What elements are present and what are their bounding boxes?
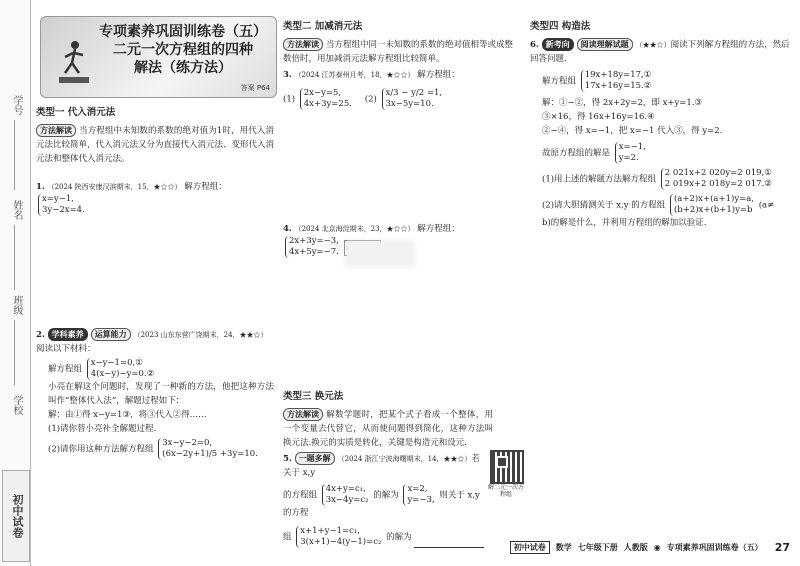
qr-caption: 解二元一次方程组 (487, 484, 524, 498)
question-3 (283, 68, 513, 82)
section-title-type3: 类型三 换元法 (283, 391, 344, 402)
question-source: （2024 陕西安康汉滨期末，15，★☆☆） (47, 183, 182, 191)
footer-brand: 初中试卷 (510, 541, 550, 554)
solve-label: 解方程组 (542, 76, 577, 87)
q6-system (530, 70, 792, 92)
equation-system (322, 484, 369, 506)
equation-system (661, 168, 772, 190)
banner-title-line1: 专项素养巩固训练卷（五） (99, 24, 267, 40)
question-text: 阅读以下材料： (36, 344, 96, 354)
method-explanation-type1 (36, 124, 274, 166)
question-number: 2. (36, 330, 45, 340)
bullet-icon: ◉ (653, 543, 661, 552)
sidebar-label-class: 班级 (11, 295, 22, 315)
sidebar-line (14, 320, 15, 385)
question-1 (36, 180, 274, 216)
equation: (a+2)x+(a+1)y=a, (673, 194, 755, 204)
equation: 4(x−y)−y=0.② (90, 369, 155, 379)
binding-sidebar (0, 0, 31, 566)
qr-code-icon[interactable] (490, 450, 524, 484)
sub-question-1: (1)请你替小亮补全解题过程. (48, 424, 157, 434)
solution-result (530, 142, 792, 164)
skill-tag: 运算能力 (91, 328, 131, 341)
question-text: 若关于 x,y (283, 454, 481, 478)
multi-solution-tag: 一题多解 (295, 452, 335, 465)
equation: 3(x+1)−4(y−1)=c₂ (300, 537, 382, 547)
sub-question-2-end: b)的解是什么，并利用方程组的解加以验证. (542, 218, 707, 228)
question-number: 6. (530, 40, 539, 50)
question-6 (530, 38, 792, 66)
equation: 3x−4y=c₂ (325, 495, 369, 505)
reading-tag: 阅读理解试题 (577, 38, 633, 51)
question-2 (36, 328, 274, 460)
question-source: （★★☆） (635, 41, 671, 49)
answer-reference: 答案 P64 (240, 84, 270, 92)
equation: y=2. (618, 153, 639, 163)
equation: 3x−5y=10. (385, 99, 434, 109)
solution-step-1: 解：①−②，得 2x+2y=2，即 x+y=1.③ (542, 98, 703, 108)
method-tag: 方法解读 (283, 38, 323, 51)
question-5-second-system (283, 526, 498, 548)
material-paragraph: 小亮在解这个问题时，发现了一种新的方法，他把这种方法叫作“整体代入法”，解题过程如下： (48, 382, 274, 406)
column-right (530, 20, 792, 230)
equation: 2 021x+2 020y=2 019,① (664, 168, 772, 178)
equation: x=−1, (618, 142, 646, 152)
question-source: （2024 江苏泰州月考，18，★☆☆） (294, 71, 415, 79)
column-left (36, 106, 274, 216)
equation: 17x+16y=15.② (584, 81, 652, 91)
question-source: （2024 浙江宁波海曙期末，14，★★☆） (337, 455, 472, 463)
solution-system (615, 142, 646, 164)
banner-title-line2: 二元一次方程组的四种 (113, 42, 253, 58)
question-text: 的解为 (373, 490, 399, 501)
page-number: 27 (774, 541, 790, 554)
question-3-parts (283, 88, 513, 110)
equation-system (38, 194, 85, 216)
sub-question-1 (530, 168, 792, 190)
equation-system (581, 70, 652, 92)
banner-title (93, 23, 273, 77)
equation-system (158, 438, 258, 460)
question-text: 解方程组： (417, 224, 460, 234)
question-text: 解方程组： (184, 182, 227, 192)
condition-text: (a≠ (758, 200, 775, 211)
equation: 19x+18y=17,① (584, 70, 652, 80)
equation: 4x+5y=−7. (289, 247, 339, 257)
part-label: (2) (364, 94, 377, 105)
method-text: 当方程组中未知数的系数的绝对值为1时，用代入消元法比较简单，代入消元法又分为直接代入消元法、变形代入消元法和整体代入消元法。 (36, 126, 275, 164)
sidebar-label-student-id: 学号 (11, 95, 22, 115)
question-text: 则关于 x,y 的方程 (283, 490, 480, 518)
question-source: （2023 山东东营广饶期末，24，★★☆） (133, 331, 268, 339)
sidebar-line (14, 120, 15, 190)
sidebar-label-school: 学校 (11, 395, 22, 415)
solution-step-3: ②−④，得 x=−1，把 x=−1 代入③，得 y=2. (542, 126, 723, 136)
sub-question-text: (2)请大胆猜测关于 x,y 的方程组 (542, 200, 666, 211)
equation: x=y−1, (42, 194, 74, 204)
equation-system (87, 358, 155, 380)
equation: (b+2)x+(b+1)y=b (673, 205, 753, 215)
footer-subject: 数学 (555, 543, 572, 552)
method-explanation-type2 (283, 38, 513, 66)
equation: 3x−y−2=0, (162, 438, 213, 448)
equation-system (382, 88, 443, 110)
sidebar-label-name: 姓名 (11, 200, 22, 220)
question-text: 的方程组 (283, 490, 318, 501)
sidebar-line (14, 225, 15, 290)
equation: (6x−2y+1)/5 +3y=10. (162, 449, 258, 459)
question-text: 阅读下列解方程组的方法，然后回答问题. (530, 40, 790, 64)
section-title-type1: 类型一 代入消元法 (36, 107, 116, 118)
material-step: 解：由①得 x−y=1③，将③代入②得…… (48, 410, 207, 420)
section-title-type4: 类型四 构造法 (530, 21, 591, 32)
solve-label: 解方程组 (48, 364, 83, 375)
question-5-body (283, 484, 483, 520)
question-5 (283, 452, 483, 480)
equation: x/3 − y/2 =1, (385, 88, 443, 98)
equation: x=2, (407, 484, 428, 494)
equation: 2x+3y=−3, (289, 236, 339, 246)
sidebar-logo: 初中试卷 (2, 470, 30, 562)
equation: 4x+3y=25. (303, 99, 352, 109)
equation: 2x−y=5, (303, 88, 342, 98)
new-direction-tag: 新考向 (542, 38, 574, 51)
sub-question-2 (36, 438, 274, 460)
runner-illustration-icon (55, 39, 91, 85)
question-number: 5. (283, 454, 292, 464)
question-text: 的解为 (386, 532, 412, 543)
section-title-type2: 类型二 加减消元法 (283, 21, 363, 32)
method-tag: 方法解读 (283, 408, 323, 421)
footer-grade: 七年级下册 (577, 543, 618, 552)
part-label: (1) (283, 94, 296, 105)
solution-system (403, 484, 434, 506)
method-tag: 方法解读 (36, 124, 76, 137)
sub-question-text: (2)请你用这种方法解方程组 (48, 444, 154, 455)
equation-system (296, 526, 381, 548)
column-middle (283, 20, 513, 110)
equation: 3y−2x=4. (42, 205, 85, 215)
worksheet-banner (40, 16, 277, 98)
print-smudge (345, 240, 415, 268)
column-middle-lower (283, 390, 513, 548)
discipline-tag: 学科素养 (48, 328, 88, 341)
equation-system (300, 88, 352, 110)
answer-blank[interactable] (414, 537, 484, 548)
question-text: 解方程组： (417, 70, 460, 80)
sub-question-text: (1)用上述的解题方法解方程组 (542, 174, 657, 185)
page-footer (510, 541, 790, 554)
equation-system (670, 194, 754, 216)
equation: 4x+y=c₁, (325, 484, 366, 494)
question-text: 组 (283, 532, 292, 543)
method-text: 解数学题时，把某个式子看成一个整体，用一个变量去代替它，从而使问题得到简化，这种方法叫换元法.换元的实质是转化，关键是构造元和设元. (283, 410, 493, 448)
question-number: 4. (283, 224, 292, 234)
equation: x+1+y−1=c₁, (300, 526, 360, 536)
banner-title-line3: 解法（练方法） (134, 60, 232, 76)
solution-step-2: ③×16，得 16x+16y=16.④ (542, 112, 655, 122)
method-text: 当方程组中同一未知数的系数的绝对值相等或成整数倍时，用加减消元法解方程组比较简单。 (283, 40, 514, 64)
footer-series: 专项素养巩固训练卷（五） (666, 543, 763, 552)
question-number: 3. (283, 70, 292, 80)
equation: y=−3, (407, 495, 435, 505)
equation: 2 019x+2 018y=2 017.② (664, 179, 772, 189)
result-label: 故原方程组的解是 (542, 148, 611, 159)
footer-edition: 人教版 (623, 543, 648, 552)
equation: x−y−1=0,① (90, 358, 143, 368)
method-explanation-type3 (283, 408, 493, 450)
equation-system (285, 236, 339, 258)
sub-question-2 (530, 194, 792, 216)
question-source: （2024 北京海淀期末，23，★☆☆） (294, 225, 415, 233)
question-number: 1. (36, 182, 45, 192)
